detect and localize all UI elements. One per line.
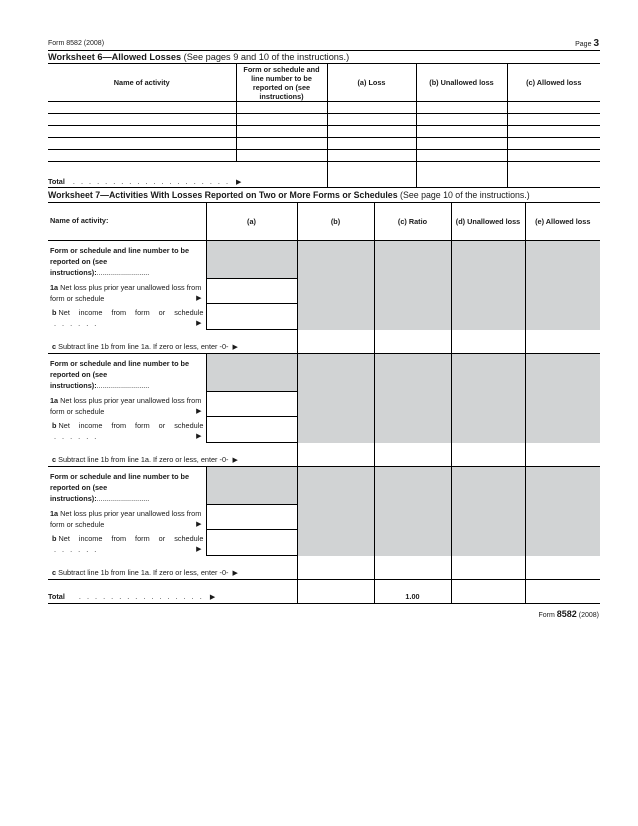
ws7-line-c-c[interactable]: [374, 556, 451, 580]
ws7-line-1b-label: [48, 304, 206, 330]
ws7-e-shaded: [525, 354, 600, 443]
ws6-total-allowed[interactable]: [507, 162, 600, 188]
line-1a-number: 1a: [50, 395, 59, 405]
ws7-line-1a-label: [48, 505, 206, 530]
ws7-total-label: Total: [48, 592, 65, 601]
ws7-block-title-text: Form or schedule and line number to be reported on (see instructions):: [50, 472, 190, 503]
ws6-col-loss: (a) Loss: [327, 64, 416, 102]
ws7-line-c-label: [48, 556, 297, 580]
ws6-loss-cell[interactable]: [327, 138, 416, 150]
ws7-line-1b-input[interactable]: [206, 530, 297, 556]
line-c-text: Subtract line 1b from line 1a. If zero or less, enter -0-: [58, 568, 229, 577]
line-c-text: Subtract line 1b from line 1a. If zero or less, enter -0-: [58, 455, 229, 464]
line-1a-text: Net loss plus prior year unallowed loss from form or schedule: [50, 282, 202, 303]
line-1a-text: Net loss plus prior year unallowed loss from form or schedule: [50, 508, 202, 529]
ws7-total-dots: . . . . . . . . . . . . . . . .: [78, 592, 204, 601]
ws6-total-unallowed[interactable]: [416, 162, 507, 188]
ws7-block-title-row: [48, 241, 600, 279]
ws7-total-row: [48, 580, 600, 604]
ws6-name-cell[interactable]: [48, 138, 236, 150]
ws7-d-shaded: [451, 354, 525, 443]
worksheet-6-title-bold: Worksheet 6—Allowed Losses: [48, 52, 182, 62]
ws7-line-c-d[interactable]: [451, 330, 525, 354]
line-1b-dots: . . . . . .: [54, 318, 99, 328]
ws6-loss-cell[interactable]: [327, 150, 416, 162]
form-footer: [538, 609, 599, 619]
page-number: 3: [593, 38, 599, 49]
ws6-allowed-cell[interactable]: [507, 114, 600, 126]
ws7-line-c-c[interactable]: [374, 443, 451, 467]
footer-form-number: 8582: [556, 609, 577, 619]
ws6-name-cell[interactable]: [48, 102, 236, 114]
ws7-d-shaded: [451, 467, 525, 556]
ws7-d-shaded: [451, 241, 525, 330]
ws7-total-d[interactable]: [451, 580, 525, 604]
line-c-number: c: [52, 568, 57, 577]
ws6-form-cell[interactable]: [236, 102, 327, 114]
ws7-col-name: Name of activity:: [48, 203, 206, 241]
ws6-header-row: [48, 64, 600, 102]
worksheet-7-title-bold: Worksheet 7—Activities With Losses Reported on Two or More Forms or Schedules: [48, 190, 398, 200]
ws6-name-cell[interactable]: [48, 114, 236, 126]
ws7-total-e[interactable]: [525, 580, 600, 604]
ws6-entry-row[interactable]: [48, 126, 600, 138]
ws6-entry-row[interactable]: [48, 138, 600, 150]
ws7-block-title: [48, 354, 206, 392]
footer-form-word: Form: [538, 612, 555, 619]
ws7-line-c-row: [48, 330, 600, 354]
ws7-block-dots: ..........................: [96, 381, 150, 390]
ws7-col-b: (b): [297, 203, 374, 241]
ws6-allowed-cell[interactable]: [507, 102, 600, 114]
line-1b-text: Net income from form or schedule: [58, 420, 204, 430]
ws7-block-dots: ..........................: [96, 268, 150, 277]
line-1b-dots: . . . . . .: [54, 431, 99, 441]
ws7-line-1a-input[interactable]: [206, 279, 297, 304]
footer-year: (2008): [578, 612, 599, 619]
ws7-col-c: (c) Ratio: [374, 203, 451, 241]
ws6-form-cell[interactable]: [236, 114, 327, 126]
ws7-line-c-label: [48, 330, 297, 354]
ws6-col-unallowed: (b) Unallowed loss: [416, 64, 507, 102]
ws6-unallowed-cell[interactable]: [416, 150, 507, 162]
ws6-unallowed-cell[interactable]: [416, 138, 507, 150]
ws7-line-1b-label: [48, 417, 206, 443]
form-id-header: Form 8582 (2008): [48, 40, 105, 47]
arrow-icon: ▶: [232, 457, 238, 464]
arrow-icon: ▶: [209, 594, 216, 601]
ws7-block-dots: ..........................: [96, 494, 150, 503]
ws7-block-title-row: [48, 467, 600, 505]
ws6-loss-cell[interactable]: [327, 102, 416, 114]
arrow-icon: ▶: [196, 545, 202, 553]
ws7-total-ratio: 1.00: [374, 580, 451, 604]
ws7-line-c-row: [48, 443, 600, 467]
arrow-icon: ▶: [196, 407, 202, 415]
ws7-line-1b-label: [48, 530, 206, 556]
ws7-line-1a-input[interactable]: [206, 392, 297, 417]
ws7-line-c-label: [48, 443, 297, 467]
worksheet-7-table: [48, 202, 600, 604]
ws6-col-name: Name of activity: [48, 64, 236, 102]
ws7-col-d: (d) Unallowed loss: [451, 203, 525, 241]
line-1a-number: 1a: [50, 508, 59, 518]
ws7-line-c-row: [48, 556, 600, 580]
ws7-line-c-e[interactable]: [525, 330, 600, 354]
ws6-total-dots: . . . . . . . . . . . . . . . . . . . .: [72, 177, 230, 186]
ws6-name-cell[interactable]: [48, 150, 236, 162]
line-1a-number: 1a: [50, 282, 59, 292]
arrow-icon: ▶: [196, 294, 202, 302]
ws6-form-cell[interactable]: [236, 150, 327, 162]
ws6-total-label-cell: [48, 162, 327, 188]
ws7-line-c-e[interactable]: [525, 556, 600, 580]
arrow-icon: ▶: [232, 570, 238, 577]
ws6-loss-cell[interactable]: [327, 114, 416, 126]
line-1a-text: Net loss plus prior year unallowed loss from form or schedule: [50, 395, 202, 416]
ws6-col-form: Form or schedule and line number to be reported on (see instructions): [236, 64, 327, 102]
ws7-line-c-d[interactable]: [451, 556, 525, 580]
ws7-a-shaded: [206, 241, 297, 279]
ws7-e-shaded: [525, 241, 600, 330]
ws7-b-shaded: [297, 467, 374, 556]
ws7-line-c-b[interactable]: [297, 330, 374, 354]
ws7-line-1a-label: [48, 279, 206, 304]
ws7-line-1a-label: [48, 392, 206, 417]
ws6-allowed-cell[interactable]: [507, 138, 600, 150]
ws6-allowed-cell[interactable]: [507, 126, 600, 138]
ws6-allowed-cell[interactable]: [507, 150, 600, 162]
ws7-block-title: [48, 467, 206, 505]
ws7-col-a: (a): [206, 203, 297, 241]
ws7-line-1b-input[interactable]: [206, 417, 297, 443]
ws7-block-title-text: Form or schedule and line number to be reported on (see instructions):: [50, 246, 190, 277]
worksheet-6-table: [48, 63, 600, 188]
line-1b-number: b: [52, 533, 57, 543]
ws7-line-c-d[interactable]: [451, 443, 525, 467]
ws6-total-loss[interactable]: [327, 162, 416, 188]
ws6-form-cell[interactable]: [236, 138, 327, 150]
ws7-line-c-b[interactable]: [297, 556, 374, 580]
arrow-icon: ▶: [196, 319, 202, 327]
arrow-icon: ▶: [196, 432, 202, 440]
ws7-header-row: [48, 203, 600, 241]
ws6-total-label: Total: [48, 177, 65, 186]
ws7-block-title: [48, 241, 206, 279]
ws7-b-shaded: [297, 241, 374, 330]
page-label: Page: [575, 41, 592, 48]
arrow-icon: ▶: [232, 344, 238, 351]
line-1b-number: b: [52, 420, 57, 430]
arrow-icon: ▶: [196, 520, 202, 528]
worksheet-7-title: [48, 190, 530, 200]
ws6-name-cell[interactable]: [48, 126, 236, 138]
header-rule: [48, 50, 600, 51]
ws7-col-e: (e) Allowed loss: [525, 203, 600, 241]
ws7-line-c-b[interactable]: [297, 443, 374, 467]
ws6-entry-row[interactable]: [48, 150, 600, 162]
page-number-header: [575, 38, 599, 49]
ws7-line-c-e[interactable]: [525, 443, 600, 467]
arrow-icon: ▶: [236, 179, 242, 186]
ws6-total-row: [48, 162, 600, 188]
ws7-b-shaded: [297, 354, 374, 443]
ws7-line-1b-input[interactable]: [206, 304, 297, 330]
ws7-total-b[interactable]: [297, 580, 374, 604]
worksheet-7-title-rest: (See page 10 of the instructions.): [397, 190, 530, 200]
ws6-unallowed-cell[interactable]: [416, 114, 507, 126]
ws7-block-title-text: Form or schedule and line number to be reported on (see instructions):: [50, 359, 190, 390]
ws7-line-c-c[interactable]: [374, 330, 451, 354]
ws6-col-allowed: (c) Allowed loss: [507, 64, 600, 102]
line-1b-dots: . . . . . .: [54, 544, 99, 554]
ws7-c-shaded: [374, 354, 451, 443]
worksheet-6-title-rest: (See pages 9 and 10 of the instructions.): [181, 52, 350, 62]
ws6-form-cell[interactable]: [236, 126, 327, 138]
ws6-unallowed-cell[interactable]: [416, 126, 507, 138]
ws6-entry-row[interactable]: [48, 114, 600, 126]
ws7-c-shaded: [374, 467, 451, 556]
ws7-e-shaded: [525, 467, 600, 556]
line-1b-text: Net income from form or schedule: [58, 307, 204, 317]
ws7-total-label-cell: [48, 580, 297, 604]
worksheet-6-title: [48, 52, 349, 62]
line-c-number: c: [52, 342, 57, 351]
ws7-c-shaded: [374, 241, 451, 330]
ws6-entry-row[interactable]: [48, 102, 600, 114]
ws7-line-1a-input[interactable]: [206, 505, 297, 530]
ws7-a-shaded: [206, 467, 297, 505]
ws6-loss-cell[interactable]: [327, 126, 416, 138]
ws7-a-shaded: [206, 354, 297, 392]
line-1b-text: Net income from form or schedule: [58, 533, 204, 543]
ws7-block-title-row: [48, 354, 600, 392]
line-c-text: Subtract line 1b from line 1a. If zero or less, enter -0-: [58, 342, 229, 351]
line-c-number: c: [52, 455, 57, 464]
ws6-unallowed-cell[interactable]: [416, 102, 507, 114]
line-1b-number: b: [52, 307, 57, 317]
